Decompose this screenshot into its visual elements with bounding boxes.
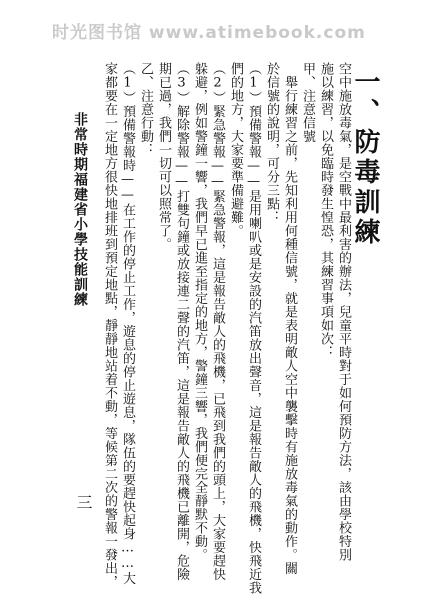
section-title: 一、防毒訓練 — [350, 68, 380, 248]
text-column: 施以練習，以免臨時發生惶恐，其練習事項如次： — [318, 62, 333, 359]
text-column: 甲、注意信號 — [300, 62, 315, 143]
text-column: 們的地方，大家要準備避難。 — [228, 62, 243, 238]
watermark-text: 时光图书馆 www.atimebook.com — [52, 23, 366, 43]
text-column: 躲避，例如警鐘一響，我們早已進至指定的地方，警鐘三響，我們便完全靜默不動。 — [192, 62, 207, 562]
text-column: （2）緊急警報——緊急警報，這是報告敵人的飛機，已飛到我們的頭上，大家要趕快 — [210, 62, 225, 581]
page-number: 三 — [74, 494, 93, 510]
text-column: 乙、注意行動： — [138, 62, 153, 157]
text-column: 家都要在一定地方很快地排班到預定地點，靜靜地站着不動，等候第二次的警報一發出， — [102, 62, 117, 589]
text-column: （1）預備警報時——在工作的停止工作，遊息的停止遊息，隊伍的要趕快起身……大 — [120, 62, 135, 585]
text-column: （3）解除警報——打雙句鐘或放接連二聲的汽笛，這是報告敵人的飛機已離開，危險 — [174, 62, 189, 581]
book-page — [58, 62, 398, 595]
text-column: 於信號的說明，可分三點： — [264, 62, 279, 224]
running-head: 非常時期福建省小學技能訓練 — [72, 112, 88, 307]
text-column: 舉行練習之前，先知利用何種信號，就是表明敵人空中襲擊時有施放毒氣的動作。關 — [282, 62, 297, 575]
text-column: 期已過，我們一切可以照常了。 — [156, 62, 171, 251]
text-column: 空中施放毒氣，是空戰中最利害的辦法，兒童平時對于如何預防方法，該由學校特別 — [336, 62, 351, 562]
watermark — [0, 0, 433, 56]
text-column: （1）預備警報——是用喇叭或是安設的汽笛放出聲音，這是報告敵人的飛機，快飛近我 — [246, 62, 261, 595]
